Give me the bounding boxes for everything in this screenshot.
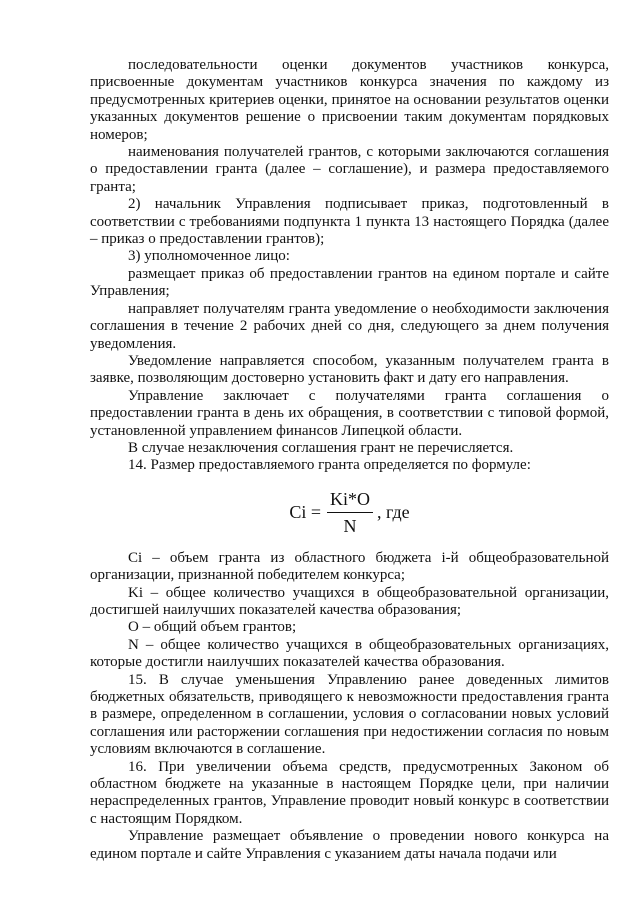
paragraph: 3) уполномоченное лицо: [128,248,290,265]
paragraph: Управление размещает объявление о проведении нового конкурса на едином портале и сайте Управления с указанием даты начала подачи или [90,828,609,862]
grant-formula [90,484,609,542]
paragraph: 14. Размер предоставляемого гранта определяется по формуле: [128,457,531,474]
paragraph: 16. При увеличении объема средств, предусмотренных Законом об областном бюджете на указанные в настоящем Порядке цели, при наличии нераспределенных грантов, Управление проводит новый конкурс в соответствии с настоящим Порядком. [90,758,609,827]
paragraph: N – общее количество учащихся в общеобразовательных организациях, которые достигли наилучших показателей качества образования. [90,636,609,671]
formula-lhs: Ci = [289,502,322,523]
paragraph: 2) начальник Управления подписывает приказ, подготовленный в соответствии с требованиями подпункта 1 пункта 13 настоящего Порядка (далее – приказ о предоставлении грантов); [90,196,609,248]
paragraph: наименования получателей грантов, с которыми заключаются соглашения о предоставлении гранта (далее – соглашение), и размера предоставляемого гранта; [90,144,609,195]
paragraph: последовательности оценки документов участников конкурса, присвоенные документам участников конкурса значения по каждому из предусмотренных критериев оценки, принятое на основании результатов оценки указанных документов решение о присвоении таким документам порядковых номеров; [90,57,609,143]
formula-fraction [327,488,373,537]
formula-tail: , где [377,502,410,523]
formula-numerator: Ki*O [327,488,373,513]
paragraph: 15. В случае уменьшения Управлению ранее доведенных лимитов бюджетных обязательств, приводящего к невозможности предоставления гранта в размере, определенном в соглашении, условия о согласовании новых условий соглашения или расторжении соглашения при недостижении согласия по новым условиям включаются в соглашение. [90,671,609,758]
paragraph: Уведомление направляется способом, указанным получателем гранта в заявке, позволяющим достоверно установить факт и дату его направления. [90,352,609,387]
paragraph: размещает приказ об предоставлении грантов на едином портале и сайте Управления; [90,265,609,300]
paragraph: Ci – объем гранта из областного бюджета i-й общеобразовательной организации, признанной победителем конкурса; [90,549,609,584]
paragraph: направляет получателям гранта уведомление о необходимости заключения соглашения в течение 2 рабочих дней со дня, следующего за днем получения уведомления. [90,300,609,352]
paragraph: Ki – общее количество учащихся в общеобразовательной организации, достигшей наилучших показателей качества образования; [90,584,609,618]
formula-denominator: N [343,516,357,537]
paragraph: Управление заключает с получателями гранта соглашения о предоставлении гранта в день их обращения, в соответствии с типовой формой, установленной управлением финансов Липецкой области. [90,387,609,439]
paragraph: В случае незаключения соглашения грант не перечисляется. [128,439,514,456]
paragraph: O – общий объем грантов; [128,619,297,636]
